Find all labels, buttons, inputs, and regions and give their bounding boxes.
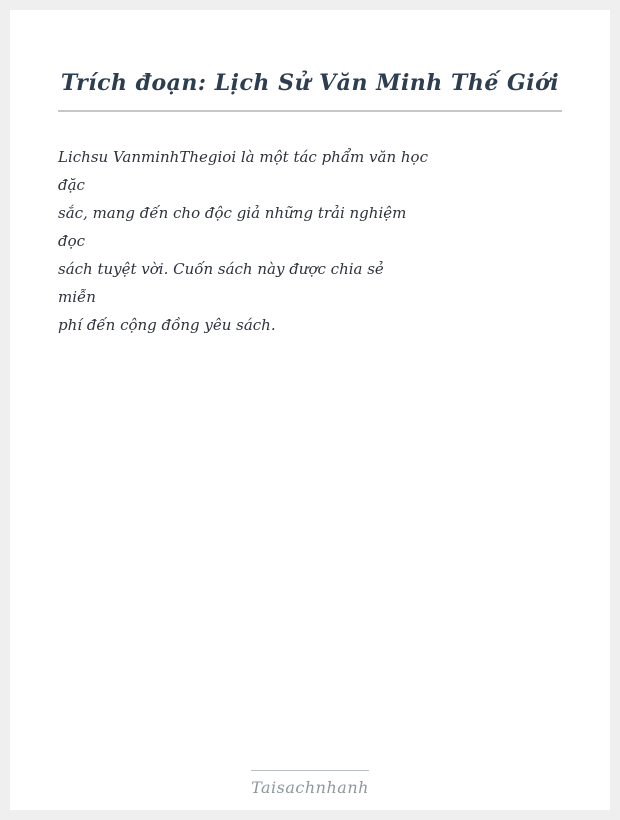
footer-divider [251, 770, 369, 771]
excerpt-line-3: sắc, mang đến cho độc giả những trải nghiệm [58, 204, 407, 222]
footer-brand: Taisachnhanh [251, 778, 369, 797]
excerpt-body [58, 143, 562, 339]
excerpt-line-6: miễn [58, 288, 96, 306]
excerpt-line-7: phí đến cộng đồng yêu sách. [58, 316, 276, 334]
page-footer [10, 770, 610, 798]
excerpt-line-5: sách tuyệt vời. Cuốn sách này được chia sẻ [58, 260, 384, 278]
excerpt-line-2: đặc [58, 176, 85, 194]
document-sheet [10, 10, 610, 810]
excerpt-line-1: Lichsu VanminhThegioi là một tác phẩm văn học [58, 148, 428, 166]
title-divider [58, 110, 562, 112]
page-title: Trích đoạn: Lịch Sử Văn Minh Thế Giới [60, 70, 560, 96]
excerpt-line-4: đọc [58, 232, 86, 250]
